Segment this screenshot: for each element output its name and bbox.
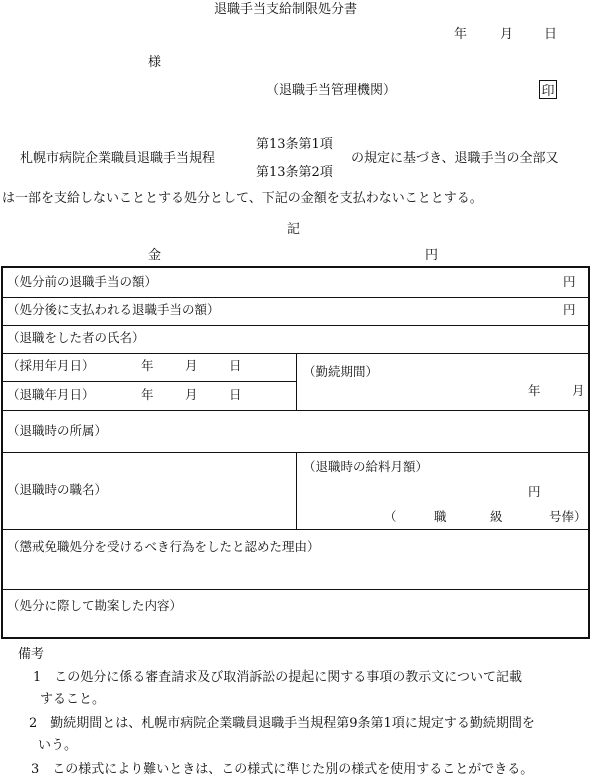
amount-unit: 円 bbox=[425, 248, 439, 263]
salary-unit: 円 bbox=[528, 484, 541, 499]
ki-label: 記 bbox=[287, 222, 301, 237]
row-divider bbox=[1, 529, 590, 530]
article-1: 第13条第1項 bbox=[256, 137, 333, 152]
seal-mark: 印 bbox=[539, 80, 557, 99]
grade-open-paren: （ bbox=[384, 509, 397, 524]
service-period-label: （勤続期間） bbox=[303, 364, 379, 379]
note-2-line1: 2 勤続期間とは、札幌市病院企業職員退職手当規程第9条第1項に規定する勤続期間を bbox=[29, 716, 535, 731]
retire-date-month: 月 bbox=[185, 387, 198, 402]
grade-kyu: 級 bbox=[490, 509, 503, 524]
body-line2: は一部を支給しないこととする処分として、下記の金額を支払わないこととする。 bbox=[2, 191, 483, 206]
regulation-name: 札幌市病院企業職員退職手当規程 bbox=[20, 151, 216, 166]
date-day: 日 bbox=[544, 27, 558, 42]
considerations-label: （処分に際して勘案した内容） bbox=[7, 598, 183, 613]
document-title: 退職手当支給制限処分書 bbox=[214, 2, 358, 17]
retire-date-label: （退職年月日） bbox=[7, 387, 95, 402]
row-divider bbox=[1, 381, 297, 382]
retire-date-year: 年 bbox=[141, 387, 154, 402]
hire-date-day: 日 bbox=[229, 358, 242, 373]
service-period-month: 月 bbox=[572, 383, 585, 398]
after-amount-label: （処分後に支払われる退職手当の額） bbox=[7, 302, 220, 317]
before-amount-label: （処分前の退職手当の額） bbox=[7, 274, 158, 289]
after-amount-unit: 円 bbox=[563, 302, 576, 317]
row-divider bbox=[1, 589, 590, 590]
row-divider bbox=[1, 325, 590, 326]
before-amount-unit: 円 bbox=[563, 274, 576, 289]
retire-date-day: 日 bbox=[229, 387, 242, 402]
salary-label: （退職時の給料月額） bbox=[303, 459, 429, 474]
date-month: 月 bbox=[500, 27, 514, 42]
grade-gouhou: 号俸） bbox=[549, 509, 587, 524]
hire-date-month: 月 bbox=[185, 358, 198, 373]
note-1-line2: すること。 bbox=[40, 692, 106, 707]
authority-label: （退職手当管理機関） bbox=[266, 83, 397, 98]
date-year: 年 bbox=[454, 27, 468, 42]
note-2-line2: いう。 bbox=[38, 738, 78, 753]
name-label: （退職をした者の氏名） bbox=[7, 330, 145, 345]
article-2: 第13条第2項 bbox=[256, 165, 333, 180]
row-divider bbox=[1, 410, 590, 411]
hire-date-year: 年 bbox=[141, 358, 154, 373]
addressee-suffix: 様 bbox=[148, 55, 162, 70]
reason-label: （懲戒免職処分を受けるべき行為をしたと認めた理由） bbox=[7, 539, 320, 554]
column-divider bbox=[296, 353, 297, 410]
column-divider bbox=[296, 452, 297, 529]
note-1-line1: 1 この処分に係る審査請求及び取消訴訟の提起に関する事項の教示文について記載 bbox=[33, 670, 523, 685]
row-divider bbox=[1, 297, 590, 298]
notes-heading: 備考 bbox=[18, 647, 45, 662]
body-line1-tail: の規定に基づき、退職手当の全部又 bbox=[351, 151, 559, 166]
note-3: 3 この様式により難いときは、この様式に準じた別の様式を使用することができる。 bbox=[31, 762, 534, 777]
position-label: （退職時の職名） bbox=[7, 482, 108, 497]
affiliation-label: （退職時の所属） bbox=[7, 423, 108, 438]
hire-date-label: （採用年月日） bbox=[7, 358, 95, 373]
service-period-year: 年 bbox=[528, 383, 541, 398]
grade-shoku: 職 bbox=[434, 509, 447, 524]
amount-label: 金 bbox=[148, 248, 162, 263]
